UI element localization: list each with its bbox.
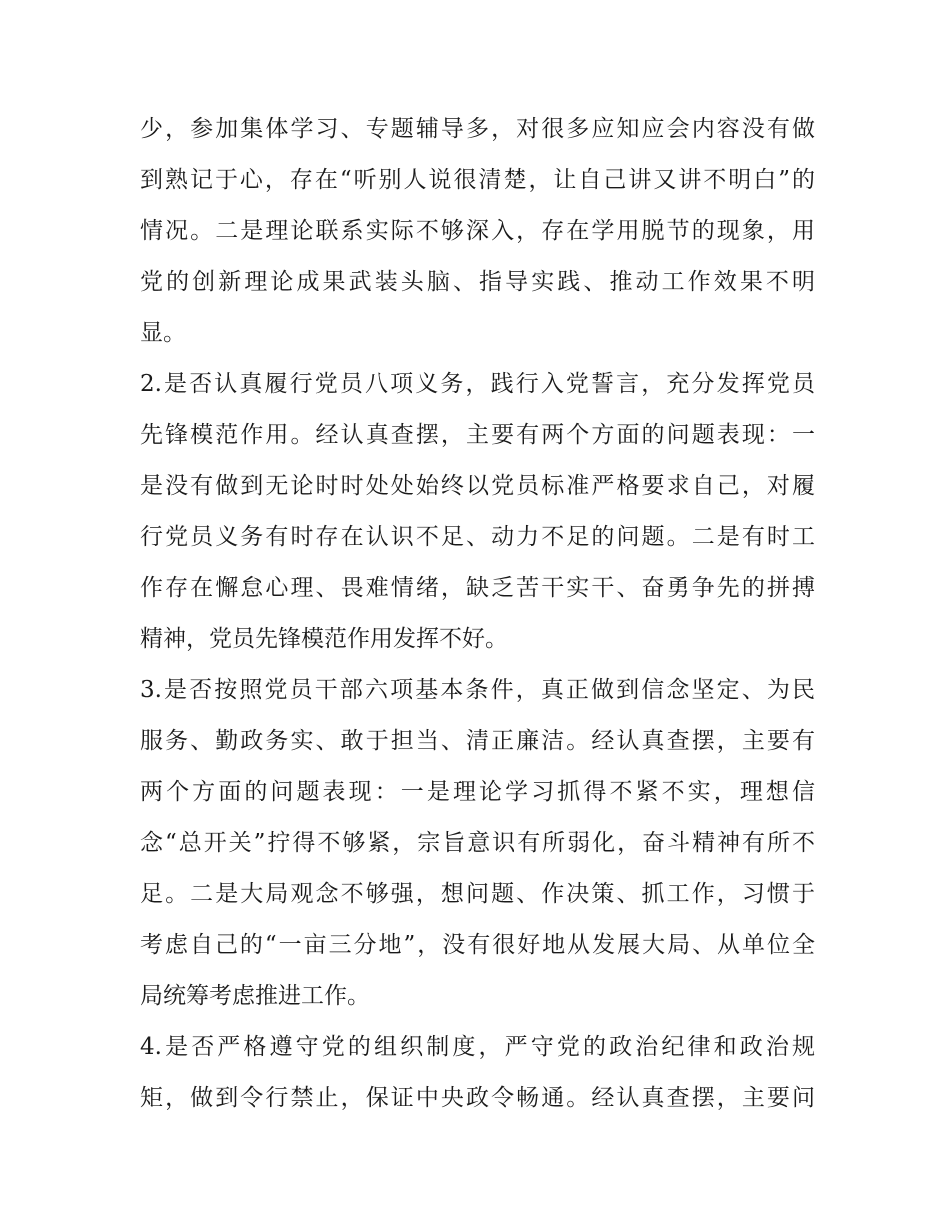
text-line: 足。二是大局观念不够强，想问题、作决策、抓工作，习惯于 bbox=[140, 881, 815, 907]
body-text bbox=[140, 104, 815, 1124]
text-line: 显。 bbox=[140, 320, 186, 346]
text-line: 4.是否严格遵守党的组织制度，严守党的政治纪律和政治规 bbox=[140, 1034, 815, 1060]
text-line: 服务、勤政务实、敢于担当、清正廉洁。经认真查摆，主要有 bbox=[140, 728, 815, 754]
text-line: 精神，党员先锋模范作用发挥不好。 bbox=[140, 626, 508, 652]
text-line: 两个方面的问题表现：一是理论学习抓得不紧不实，理想信 bbox=[140, 779, 815, 805]
text-line: 党的创新理论成果武装头脑、指导实践、推动工作效果不明 bbox=[140, 269, 815, 295]
text-line: 3.是否按照党员干部六项基本条件，真正做到信念坚定、为民 bbox=[140, 677, 815, 703]
text-line: 先锋模范作用。经认真查摆，主要有两个方面的问题表现：一 bbox=[140, 422, 815, 448]
text-line: 局统筹考虑推进工作。 bbox=[140, 983, 370, 1009]
text-line: 矩，做到令行禁止，保证中央政令畅通。经认真查摆，主要问 bbox=[140, 1085, 815, 1111]
text-line: 考虑自己的“一亩三分地”，没有很好地从发展大局、从单位全 bbox=[140, 932, 815, 958]
text-line: 2.是否认真履行党员八项义务，践行入党誓言，充分发挥党员 bbox=[140, 371, 815, 397]
text-line: 情况。二是理论联系实际不够深入，存在学用脱节的现象，用 bbox=[140, 218, 815, 244]
text-line: 少，参加集体学习、专题辅导多，对很多应知应会内容没有做 bbox=[140, 116, 815, 142]
text-line: 念“总开关”拧得不够紧，宗旨意识有所弱化，奋斗精神有所不 bbox=[140, 830, 815, 856]
text-line: 作存在懈怠心理、畏难情绪，缺乏苦干实干、奋勇争先的拼搏 bbox=[140, 575, 815, 601]
text-line: 是没有做到无论时时处处始终以党员标准严格要求自己，对履 bbox=[140, 473, 815, 499]
text-line: 行党员义务有时存在认识不足、动力不足的问题。二是有时工 bbox=[140, 524, 815, 550]
text-line: 到熟记于心，存在“听别人说很清楚，让自己讲又讲不明白”的 bbox=[140, 167, 815, 193]
